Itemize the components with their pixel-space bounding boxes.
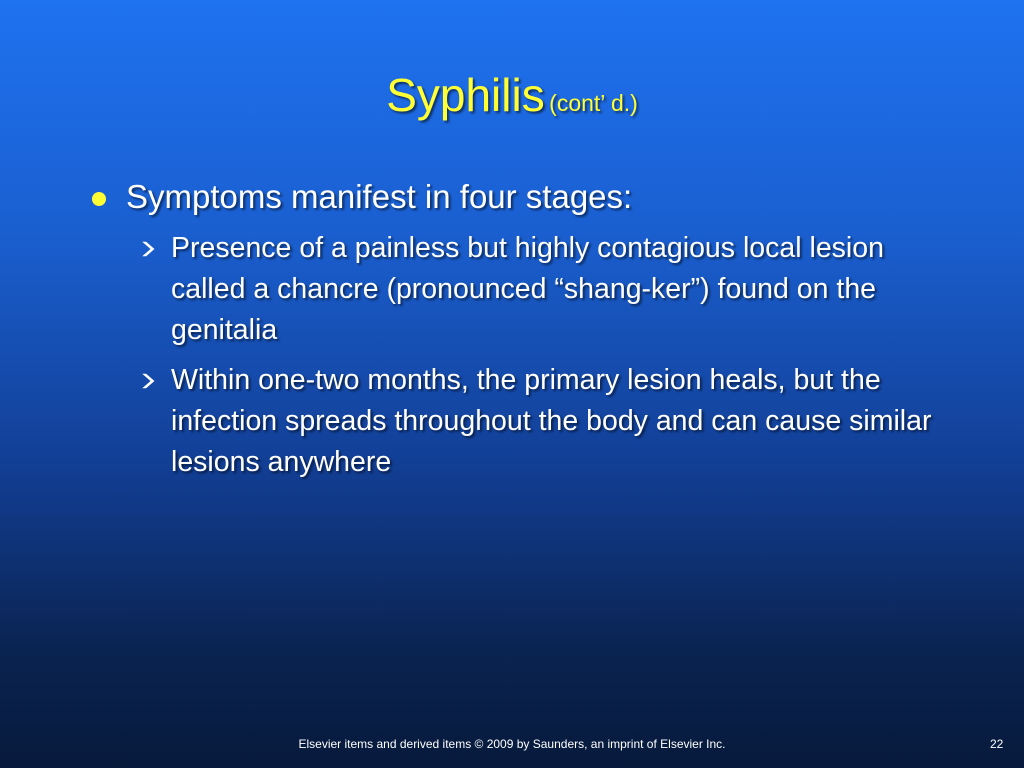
footer-copyright: Elsevier items and derived items © 2009 by Saunders, an imprint of Elsevier Inc. [298,737,726,751]
title-main: Syphilis [386,69,545,121]
chevron-right-icon [140,240,158,258]
sub-bullet-list [86,228,946,483]
slide-title [0,68,1024,122]
title-sub: (cont’ d.) [549,90,638,116]
sub-bullet-text: Presence of a painless but highly contagious local lesion called a chancre (pronounced “shang-ker”) found on the genitalia [171,232,884,346]
slide-content [86,176,946,492]
sub-bullet-item [136,360,946,483]
bullet-dot-icon [92,192,106,206]
bullet-text: Symptoms manifest in four stages: [126,178,633,215]
page-number: 22 [990,737,1004,751]
chevron-right-icon [140,372,158,390]
sub-bullet-item [136,228,946,351]
bullet-item [86,176,946,218]
sub-bullet-text: Within one-two months, the primary lesion heals, but the infection spreads throughout the body and can cause similar lesions anywhere [171,364,932,478]
